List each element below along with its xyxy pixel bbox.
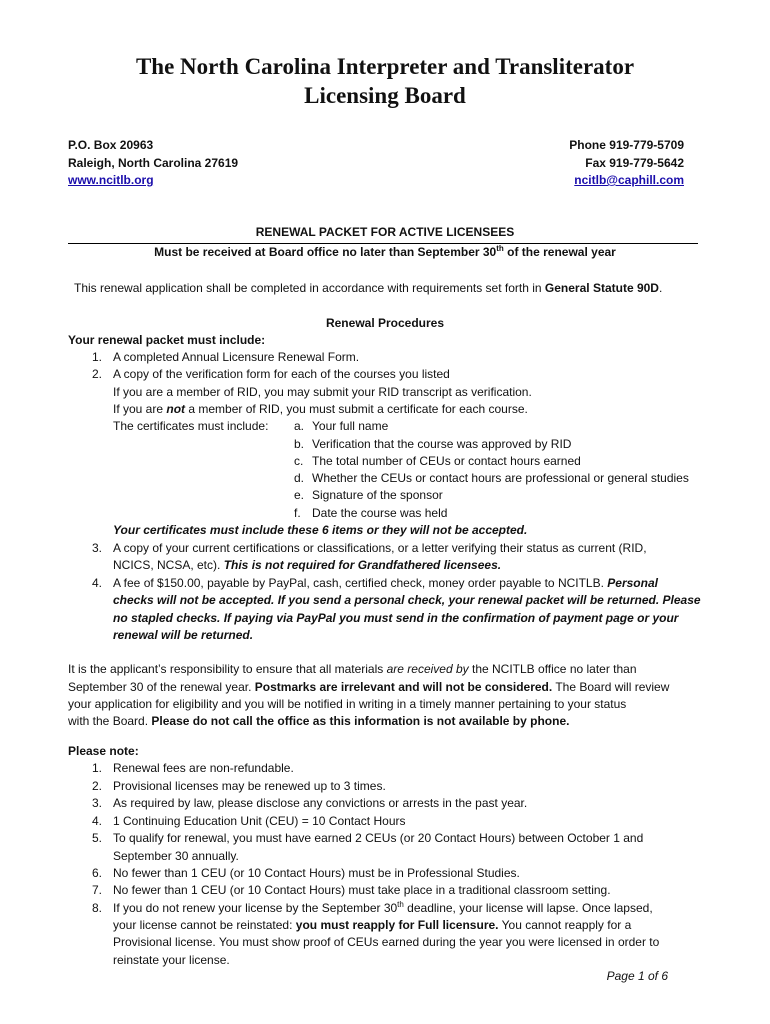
- cert-requirement: Verification that the course was approved by RID: [312, 437, 572, 451]
- packet-item-1: A completed Annual Licensure Renewal Form.: [113, 350, 360, 364]
- certs-label: The certificates must include:: [113, 419, 269, 433]
- note-item-5-line1: To qualify for renewal, you must have earned 2 CEUs (or 20 Contact Hours) between October 1 and: [113, 831, 644, 845]
- note-8-text-end: You cannot reapply for a: [498, 918, 632, 932]
- list-number: 8.: [91, 901, 102, 915]
- intro-paragraph: [74, 280, 662, 297]
- packet-intro: Your renewal packet must include:: [68, 333, 266, 347]
- intro-text: This renewal application shall be completed in accordance with requirements set forth in: [74, 281, 545, 295]
- responsibility-line1: [68, 661, 637, 678]
- list-number: 2.: [91, 367, 102, 381]
- website-link-wrap: [68, 172, 154, 189]
- list-number: 6.: [91, 866, 102, 880]
- note-item-6: No fewer than 1 CEU (or 10 Contact Hours) must be in Professional Studies.: [113, 866, 520, 880]
- note-item-8-line4: reinstate your license.: [113, 953, 230, 967]
- item-4-text: A fee of $150.00, payable by PayPal, cash, certified check, money order payable to NCITLB.: [113, 576, 608, 590]
- note-item-5-line2: September 30 annually.: [113, 849, 239, 863]
- postmark-warning: Postmarks are irrelevant and will not be considered.: [254, 680, 553, 694]
- note-item-1: Renewal fees are non-refundable.: [113, 761, 294, 775]
- list-number: 2.: [91, 779, 102, 793]
- responsibility-text: It is the applicant’s responsibility to ensure that all materials: [68, 662, 387, 676]
- responsibility-text-end: the NCITLB office no later than: [468, 662, 637, 676]
- intro-period: .: [658, 281, 663, 295]
- note-8-text-end: deadline, your license will lapse. Once lapsed,: [403, 901, 653, 915]
- packet-item-3-line2: [113, 557, 501, 574]
- item-3-text: NCICS, NCSA, etc).: [113, 558, 224, 572]
- packet-item-4-line2: checks will not be accepted. If you send a personal check, your renewal packet will be returned. Please: [113, 593, 701, 607]
- packet-item-4-line1: [113, 575, 658, 592]
- statute-reference: General Statute 90D: [544, 281, 659, 295]
- item-2-text: If you are: [113, 402, 167, 416]
- note-item-4: 1 Continuing Education Unit (CEU) = 10 Contact Hours: [113, 814, 406, 828]
- phone-number: Phone 919-779-5709: [569, 138, 684, 152]
- procedures-heading: Renewal Procedures: [325, 316, 445, 330]
- note-heading: Please note:: [68, 744, 139, 758]
- cert-letter: e.: [294, 488, 305, 502]
- list-number: 3.: [91, 541, 102, 555]
- note-item-3: As required by law, please disclose any convictions or arrests in the past year.: [113, 796, 528, 810]
- deadline-text: Must be received at Board office no later than September 30: [154, 245, 497, 259]
- board-title-line2: Licensing Board: [304, 83, 466, 108]
- cert-letter: a.: [294, 419, 305, 433]
- cert-requirement: Signature of the sponsor: [312, 488, 443, 502]
- deadline-text-end: of the renewal year: [503, 245, 616, 259]
- packet-item-2-line2: If you are a member of RID, you may submit your RID transcript as verification.: [113, 385, 532, 399]
- cert-requirement: Your full name: [312, 419, 389, 433]
- po-box: P.O. Box 20963: [68, 138, 154, 152]
- list-number: 5.: [91, 831, 102, 845]
- list-number: 1.: [91, 761, 102, 775]
- responsibility-text-end: The Board will review: [552, 680, 670, 694]
- packet-heading: RENEWAL PACKET FOR ACTIVE LICENSEES: [255, 225, 515, 239]
- item-4-emphasis: Personal: [607, 576, 658, 590]
- responsibility-text: with the Board.: [68, 714, 152, 728]
- packet-item-3-line1: A copy of your current certifications or classifications, or a letter verifying their status as current (RID,: [113, 541, 647, 555]
- responsibility-line3: your application for eligibility and you will be notified in writing in a timely manner pertaining to your status: [68, 697, 627, 711]
- cert-letter: f.: [294, 506, 301, 520]
- page-number: Page 1 of 6: [606, 969, 668, 983]
- note-item-8-line3: Provisional license. You must show proof of CEUs earned during the year you were licensed in order to: [113, 935, 660, 949]
- city-address: Raleigh, North Carolina 27619: [68, 156, 239, 170]
- note-8-text: If you do not renew your license by the September 30: [113, 901, 398, 915]
- cert-requirement: Date the course was held: [312, 506, 448, 520]
- item-2-text-end: a member of RID, you must submit a certificate for each course.: [185, 402, 528, 416]
- packet-item-2-line1: A copy of the verification form for each of the courses you listed: [113, 367, 450, 381]
- cert-requirement: Whether the CEUs or contact hours are professional or general studies: [312, 471, 689, 485]
- responsibility-text: September 30 of the renewal year.: [68, 680, 255, 694]
- note-8-suffix: th: [397, 900, 404, 909]
- list-number: 7.: [91, 883, 102, 897]
- responsibility-line2: [68, 679, 669, 696]
- cert-requirement: The total number of CEUs or contact hours earned: [312, 454, 581, 468]
- note-item-7: No fewer than 1 CEU (or 10 Contact Hours) must take place in a traditional classroom setting.: [113, 883, 611, 897]
- list-number: 4.: [91, 814, 102, 828]
- packet-item-4-line3: no stapled checks. If paying via PayPal you must send in the confirmation of payment page or your: [113, 611, 679, 625]
- reapply-warning: you must reapply for Full licensure.: [295, 918, 499, 932]
- packet-item-2-line3: [113, 401, 528, 418]
- email-link-wrap: [574, 172, 684, 189]
- phone-warning: Please do not call the office as this information is not available by phone.: [151, 714, 570, 728]
- list-number: 4.: [91, 576, 102, 590]
- website-link[interactable]: www.ncitlb.org: [68, 173, 154, 187]
- packet-item-4-line4: renewal will be returned.: [113, 628, 254, 642]
- deadline-line: [0, 244, 770, 261]
- fax-number: Fax 919-779-5642: [585, 156, 684, 170]
- email-link[interactable]: ncitlb@caphill.com: [574, 173, 684, 187]
- note-item-8-line2: [113, 917, 631, 934]
- note-8-text: your license cannot be reinstated:: [113, 918, 296, 932]
- cert-letter: b.: [294, 437, 305, 451]
- note-item-8-line1: [113, 900, 653, 917]
- list-number: 3.: [91, 796, 102, 810]
- responsibility-emphasis: are received by: [386, 662, 469, 676]
- list-number: 1.: [91, 350, 102, 364]
- cert-letter: d.: [294, 471, 305, 485]
- item-2-emphasis: not: [166, 402, 186, 416]
- responsibility-line4: [68, 713, 569, 730]
- item-3-emphasis: This is not required for Grandfathered licensees.: [223, 558, 502, 572]
- board-title-line1: The North Carolina Interpreter and Transliterator: [135, 54, 635, 79]
- deadline-suffix: th: [496, 244, 504, 253]
- certificate-warning: Your certificates must include these 6 items or they will not be accepted.: [113, 523, 528, 537]
- cert-letter: c.: [294, 454, 304, 468]
- note-item-2: Provisional licenses may be renewed up to 3 times.: [113, 779, 386, 793]
